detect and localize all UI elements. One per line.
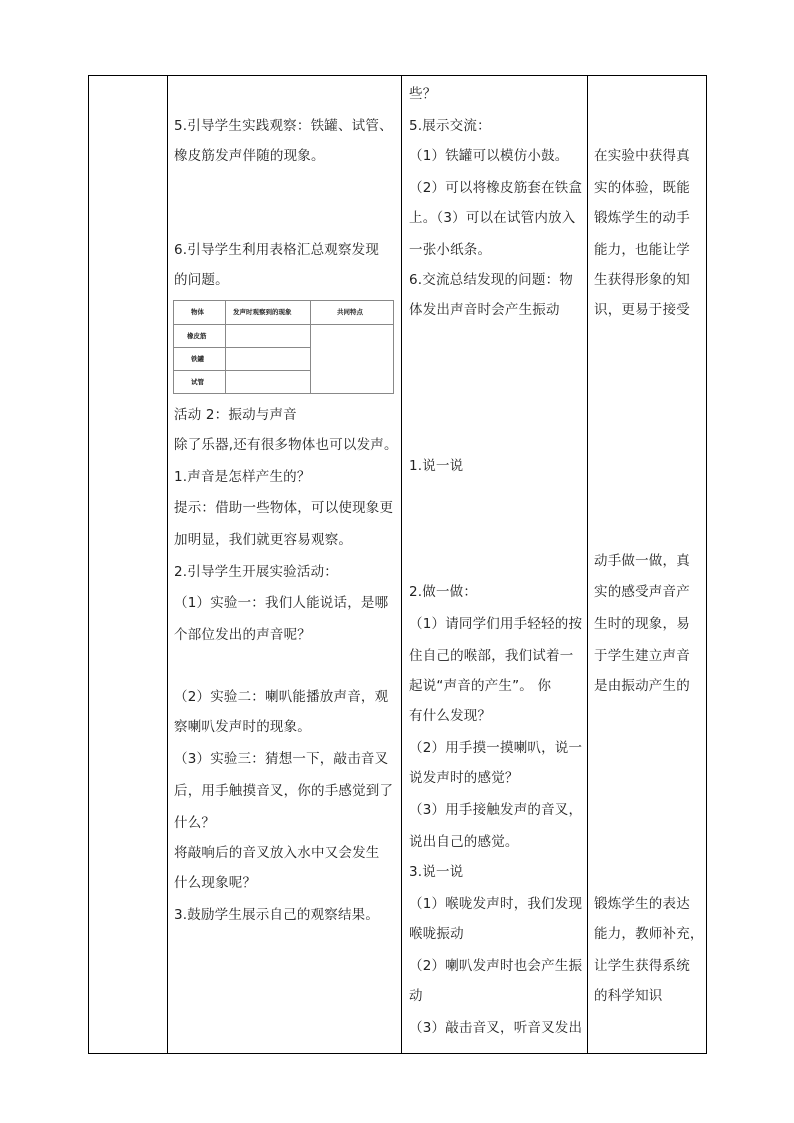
text-line: 1.声音是怎样产生的？ <box>174 469 311 485</box>
text-line: 什么？ <box>174 815 216 831</box>
text-line: 生时的现象，易 <box>594 616 690 632</box>
mini-row-iron-can: 铁罐 <box>191 355 204 363</box>
text-line: 能力，教师补充， <box>594 926 704 942</box>
text-line: （3）用手接触发声的音叉， <box>409 802 583 818</box>
text-line: 生获得形象的知 <box>594 272 690 288</box>
table-border-left <box>88 75 89 1054</box>
text-line: （2）实验二：喇叭能播放声音，观 <box>174 689 389 705</box>
text-line: 什么现象呢？ <box>174 875 257 891</box>
text-line: 在实验中获得真 <box>594 148 690 164</box>
text-line: （2）用手摸一摸喇叭，说一 <box>409 740 583 756</box>
text-line: 说发声时的感觉？ <box>409 770 519 786</box>
text-line: 橡皮筋发声伴随的现象。 <box>174 148 325 164</box>
text-line: 实的体验，既能 <box>594 180 690 196</box>
table-border-right <box>706 75 707 1054</box>
text-line: 6.引导学生利用表格汇总观察发现 <box>174 242 380 258</box>
text-line: 1.说一说 <box>409 458 464 474</box>
text-line: （2）可以将橡皮筋套在铁盒 <box>409 180 583 196</box>
text-line: 除了乐器,还有很多物体也可以发声。 <box>174 437 398 453</box>
column-divider-2 <box>401 75 402 1054</box>
text-line: 提示：借助一些物体，可以使现象更 <box>174 500 394 516</box>
table-border-bottom <box>88 1053 707 1054</box>
text-line: 上。（3）可以在试管内放入 <box>409 210 576 226</box>
text-line: （1）实验一：我们人能说话，是哪 <box>174 595 389 611</box>
text-line: 些？ <box>409 86 437 102</box>
column-divider-3 <box>587 75 588 1054</box>
mini-header-phenomenon: 发声时观察到的现象 <box>233 308 292 316</box>
mini-header-object: 物体 <box>191 308 204 316</box>
text-line: 动 <box>409 988 423 1004</box>
text-line: 5.展示交流： <box>409 118 491 134</box>
text-line: 锻炼学生的动手 <box>594 210 690 226</box>
text-line: （1）喉咙发声时，我们发现 <box>409 896 583 912</box>
text-line: 说出自己的感觉。 <box>409 834 519 850</box>
text-line: 6.交流总结发现的问题：物 <box>409 272 573 288</box>
text-line: 能力，也能让学 <box>594 242 690 258</box>
text-line: 让学生获得系统 <box>594 958 690 974</box>
text-line: 的问题。 <box>174 272 229 288</box>
text-line: 个部位发出的声音呢？ <box>174 627 311 643</box>
text-line: 的科学知识 <box>594 988 663 1004</box>
column-divider-1 <box>167 75 168 1054</box>
text-line: （2）喇叭发声时也会产生振 <box>409 958 583 974</box>
text-line: 喉咙振动 <box>409 926 464 942</box>
text-line: 将敲响后的音叉放入水中又会发生 <box>174 845 380 861</box>
text-line: 住自己的喉部，我们试着一 <box>409 648 574 664</box>
text-line: （1）请同学们用手轻轻的按 <box>409 616 583 632</box>
text-line: 后，用手触摸音叉，你的手感觉到了 <box>174 783 394 799</box>
mini-header-common: 共同特点 <box>337 308 363 316</box>
mini-row-test-tube: 试管 <box>191 378 204 386</box>
text-line: 动手做一做，真 <box>594 553 690 569</box>
text-line: 识，更易于接受 <box>594 302 690 318</box>
text-line: 起说“声音的产生”。 你 <box>409 678 552 694</box>
observation-summary-table <box>173 300 394 394</box>
text-line: 一张小纸条。 <box>409 242 492 258</box>
text-line: （3）实验三：猜想一下，敲击音叉 <box>174 751 389 767</box>
text-line: 3.鼓励学生展示自己的观察结果。 <box>174 907 380 923</box>
text-line: （3）敲击音叉，听音叉发出 <box>409 1020 583 1036</box>
text-line: 是由振动产生的 <box>594 678 690 694</box>
text-line: 2.做一做： <box>409 584 478 600</box>
text-line: 5.引导学生实践观察：铁罐、试管、 <box>174 118 393 134</box>
text-line: （1）铁罐可以模仿小鼓。 <box>409 148 569 164</box>
text-line: 加明显，我们就更容易观察。 <box>174 532 353 548</box>
text-line: 于学生建立声音 <box>594 648 690 664</box>
text-line: 锻炼学生的表达 <box>594 896 690 912</box>
text-line: 有什么发现？ <box>409 708 492 724</box>
text-line: 体发出声音时会产生振动 <box>409 302 560 318</box>
mini-row-rubber-band: 橡皮筋 <box>187 332 207 340</box>
text-line: 3.说一说 <box>409 864 464 880</box>
text-line: 实的感受声音产 <box>594 584 690 600</box>
text-line: 2.引导学生开展实验活动： <box>174 564 338 580</box>
table-border-top <box>88 75 707 76</box>
text-line: 察喇叭发声时的现象。 <box>174 719 311 735</box>
text-line: 活动 2：振动与声音 <box>174 407 297 423</box>
